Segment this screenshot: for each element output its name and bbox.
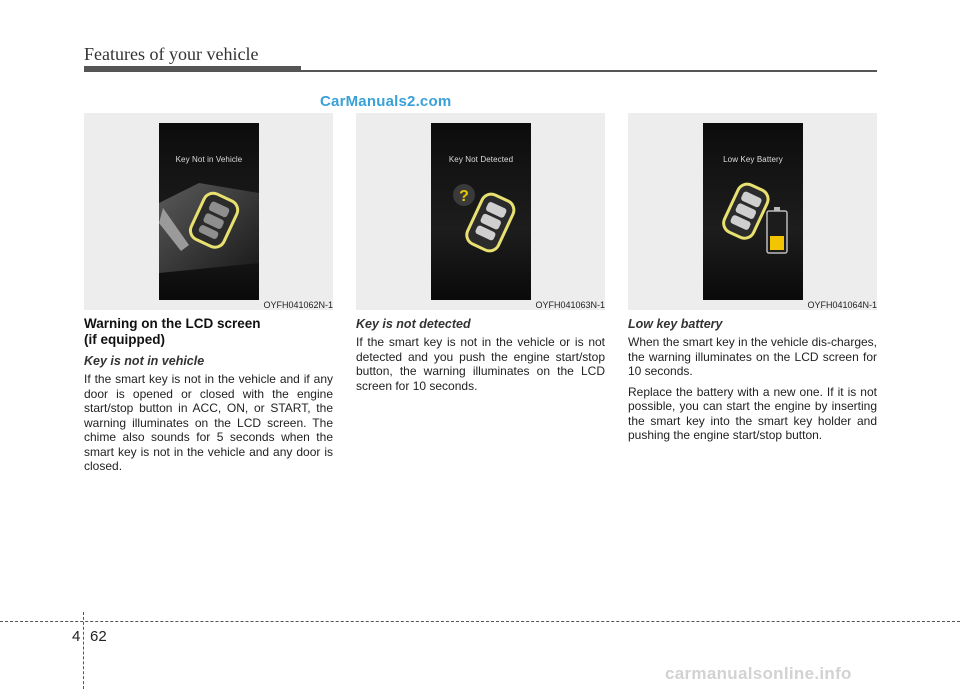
subtitle: Key is not in vehicle [84, 354, 205, 368]
column-low-key-battery [628, 316, 877, 449]
lcd-screen-label: Low Key Battery [723, 155, 783, 164]
paragraph: When the smart key in the vehicle dis-charges, the warning illuminates on the LCD screen for 10 seconds. [628, 335, 877, 378]
subtitle: Low key battery [628, 317, 723, 331]
svg-text:?: ? [459, 188, 469, 205]
column-key-not-in-vehicle [84, 316, 333, 480]
figure-key-not-detected [356, 113, 605, 310]
header-rule-thick [84, 66, 301, 72]
page-header-title: Features of your vehicle [84, 44, 259, 64]
paragraph: If the smart key is not in the vehicle and if any door is opened or closed with the engine start/stop button in ACC, ON, or START, the warning illuminates on the LCD screen. The chime also sounds for 5 seconds when the smart key is not in the vehicle and any door is closed. [84, 372, 333, 473]
lcd-screen [703, 123, 803, 300]
figure-low-key-battery [628, 113, 877, 310]
watermark-link[interactable]: CarManuals2.com [320, 93, 452, 110]
lcd-screen-label: Key Not Detected [448, 155, 514, 164]
smart-key-in-slot-icon [159, 123, 259, 300]
watermark-footer: carmanualsonline.info [665, 664, 852, 683]
header-rule-thin [301, 70, 877, 72]
lcd-screen-label: Key Not in Vehicle [175, 155, 243, 164]
figure-code: OYFH041064N-1 [807, 300, 877, 310]
smart-key-question-icon [431, 123, 531, 300]
paragraph: If the smart key is not in the vehicle or is not detected and you push the engine start/stop button, the warning illuminates on the LCD screen for 10 seconds. [356, 335, 605, 393]
column-key-not-detected [356, 316, 605, 399]
figure-code: OYFH041062N-1 [263, 300, 333, 310]
footer-rule [0, 621, 960, 622]
figure-code: OYFH041063N-1 [535, 300, 605, 310]
page-number: 62 [90, 628, 107, 645]
section-title-line1: Warning on the LCD screen [84, 316, 261, 331]
lcd-screen [159, 123, 259, 300]
paragraph: Replace the battery with a new one. If it is not possible, you can start the engine by inserting the smart key into the smart key holder and pushing the engine start/stop button. [628, 384, 877, 442]
section-title [84, 316, 333, 348]
chapter-number: 4 [72, 628, 81, 645]
lcd-screen [431, 123, 531, 300]
section-title-line2: (if equipped) [84, 332, 165, 347]
smart-key-battery-icon [703, 123, 803, 300]
figure-key-not-in-vehicle [84, 113, 333, 310]
subtitle: Key is not detected [356, 317, 471, 331]
footer-divider [83, 612, 84, 689]
